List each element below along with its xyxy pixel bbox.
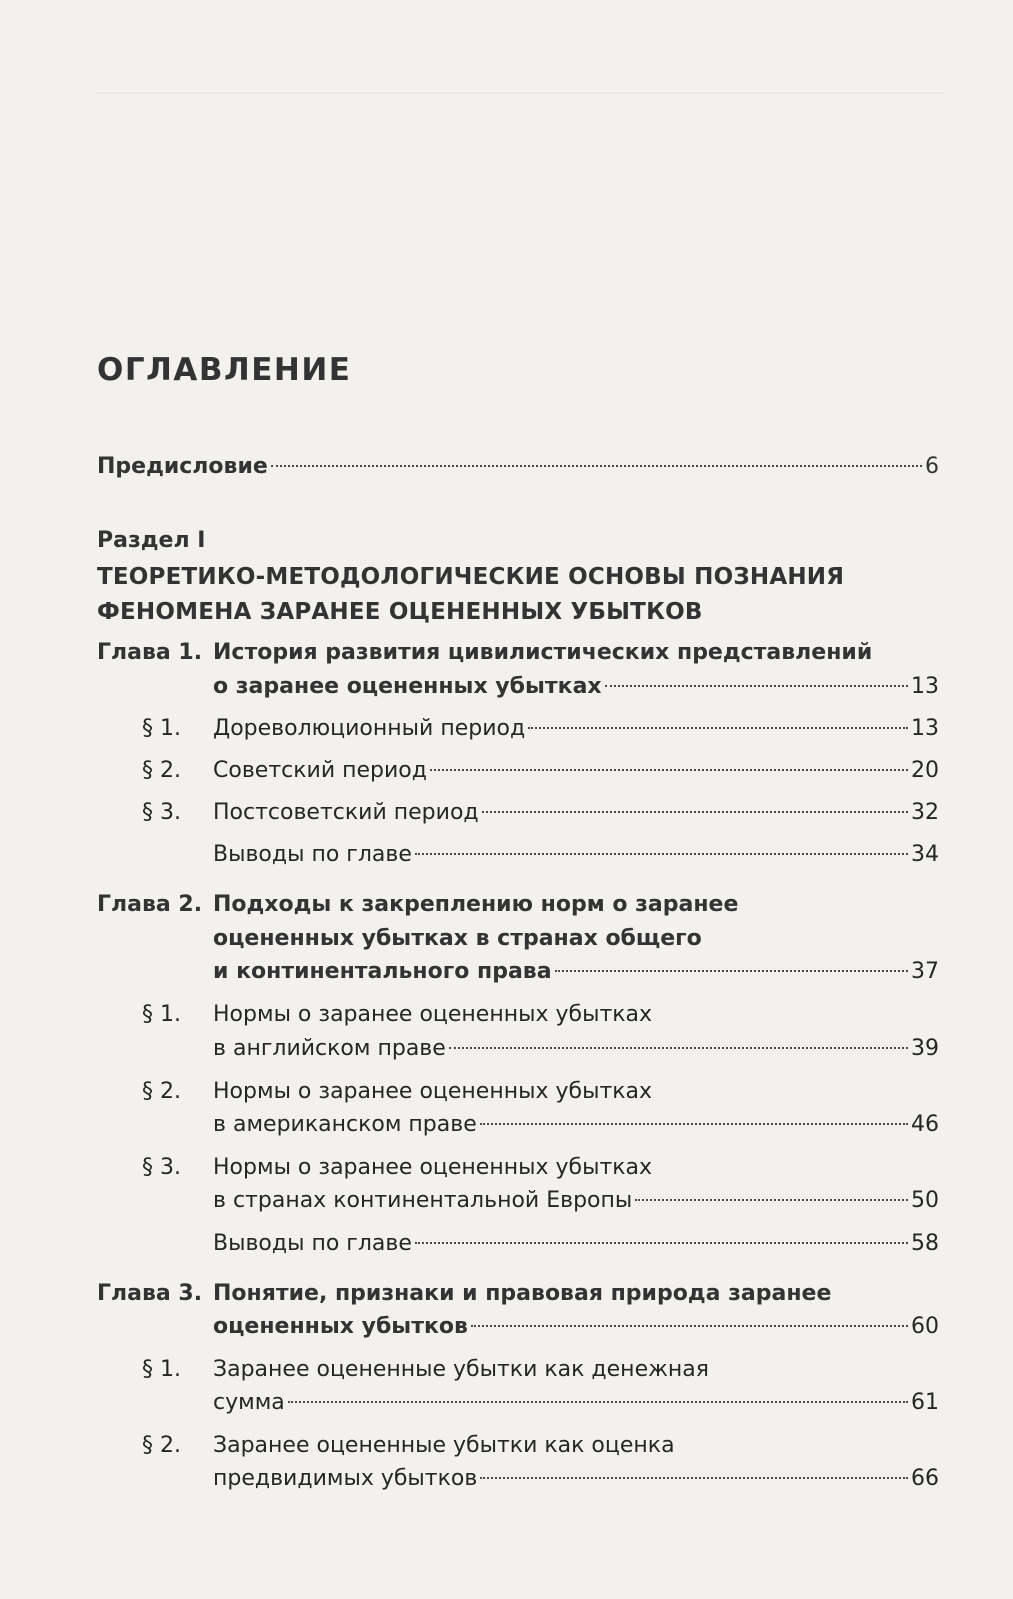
entry-page: 39 bbox=[911, 1036, 939, 1061]
entry-page: 37 bbox=[911, 959, 939, 984]
paragraph-label: § 3. bbox=[142, 1155, 181, 1180]
paragraph-label: § 1. bbox=[142, 1002, 181, 1027]
dot-leader bbox=[415, 853, 908, 855]
entry-title: Выводы по главе bbox=[213, 1231, 412, 1256]
dot-leader bbox=[480, 1123, 908, 1125]
toc-entry bbox=[213, 1186, 939, 1216]
toc-entry bbox=[213, 1034, 939, 1064]
paragraph-label: § 2. bbox=[142, 758, 181, 783]
entry-page: 34 bbox=[911, 842, 939, 867]
entry-title: в странах континентальной Европы bbox=[213, 1188, 633, 1213]
dot-leader bbox=[480, 1477, 908, 1479]
entry-title-line: Нормы о заранее оцененных убытках bbox=[213, 1155, 653, 1180]
section-label: Раздел I bbox=[97, 528, 206, 553]
toc-entry-conclusions bbox=[213, 1229, 939, 1259]
entry-page: 32 bbox=[911, 800, 939, 825]
chapter-title-last bbox=[213, 1312, 939, 1342]
entry-title: в английском праве bbox=[213, 1036, 446, 1061]
dot-leader bbox=[415, 1242, 908, 1244]
paragraph-label: § 1. bbox=[142, 1357, 181, 1382]
entry-title-line: Заранее оцененные убытки как оценка bbox=[213, 1433, 675, 1458]
entry-page: 66 bbox=[911, 1466, 939, 1491]
entry-page: 50 bbox=[911, 1188, 939, 1213]
chapter-title-line: Понятие, признаки и правовая природа заранее bbox=[213, 1281, 832, 1306]
dot-leader bbox=[528, 727, 908, 729]
entry-title: в американском праве bbox=[213, 1112, 477, 1137]
entry-title: и континентального права bbox=[213, 959, 552, 984]
chapter-label: Глава 1. bbox=[97, 640, 203, 665]
dot-leader bbox=[271, 465, 922, 467]
entry-title: Дореволюционный период bbox=[213, 716, 526, 741]
chapter-label: Глава 2. bbox=[97, 892, 203, 917]
chapter-title-line: оцененных убытках в странах общего bbox=[213, 926, 702, 951]
entry-page: 6 bbox=[925, 454, 939, 479]
toc-entry-preface bbox=[97, 452, 939, 482]
toc-entry bbox=[213, 798, 939, 828]
entry-page: 46 bbox=[911, 1112, 939, 1137]
header-rule bbox=[95, 92, 945, 94]
entry-page: 13 bbox=[911, 716, 939, 741]
toc-entry-conclusions bbox=[213, 840, 939, 870]
entry-title: предвидимых убытков bbox=[213, 1466, 478, 1491]
section-title-line: ТЕОРЕТИКО-МЕТОДОЛОГИЧЕСКИЕ ОСНОВЫ ПОЗНАНИЯ bbox=[97, 564, 845, 590]
toc-heading: ОГЛАВЛЕНИЕ bbox=[97, 352, 352, 388]
toc-entry bbox=[213, 756, 939, 786]
entry-title: Предисловие bbox=[97, 454, 268, 479]
paragraph-label: § 3. bbox=[142, 800, 181, 825]
chapter-label: Глава 3. bbox=[97, 1281, 203, 1306]
paragraph-label: § 1. bbox=[142, 716, 181, 741]
entry-title-line: Нормы о заранее оцененных убытках bbox=[213, 1079, 653, 1104]
dot-leader bbox=[471, 1325, 908, 1327]
paragraph-label: § 2. bbox=[142, 1079, 181, 1104]
chapter-title-last bbox=[213, 672, 939, 702]
section-title bbox=[97, 560, 947, 630]
entry-title: Выводы по главе bbox=[213, 842, 412, 867]
entry-title-line: Заранее оцененные убытки как денежная bbox=[213, 1357, 710, 1382]
entry-page: 13 bbox=[911, 674, 939, 699]
entry-title-line: Нормы о заранее оцененных убытках bbox=[213, 1002, 653, 1027]
dot-leader bbox=[555, 970, 908, 972]
chapter-title-line: История развития цивилистических представлений bbox=[213, 640, 873, 665]
entry-page: 61 bbox=[911, 1390, 939, 1415]
toc-entry bbox=[213, 714, 939, 744]
entry-page: 60 bbox=[911, 1314, 939, 1339]
toc-entry bbox=[213, 1110, 939, 1140]
chapter-title-line: Подходы к закреплению норм о заранее bbox=[213, 892, 739, 917]
entry-title: Советский период bbox=[213, 758, 427, 783]
entry-title: о заранее оцененных убытках bbox=[213, 674, 602, 699]
section-title-line: ФЕНОМЕНА ЗАРАНЕЕ ОЦЕНЕННЫХ УБЫТКОВ bbox=[97, 599, 703, 625]
dot-leader bbox=[449, 1047, 908, 1049]
dot-leader bbox=[635, 1199, 908, 1201]
toc-entry bbox=[213, 1388, 939, 1418]
entry-title: оцененных убытков bbox=[213, 1314, 468, 1339]
dot-leader bbox=[482, 811, 908, 813]
entry-page: 58 bbox=[911, 1231, 939, 1256]
paragraph-label: § 2. bbox=[142, 1433, 181, 1458]
chapter-title-last bbox=[213, 957, 939, 987]
entry-page: 20 bbox=[911, 758, 939, 783]
entry-title: сумма bbox=[213, 1390, 285, 1415]
dot-leader bbox=[430, 769, 908, 771]
toc-entry bbox=[213, 1464, 939, 1494]
dot-leader bbox=[288, 1401, 908, 1403]
dot-leader bbox=[605, 685, 908, 687]
entry-title: Постсоветский период bbox=[213, 800, 479, 825]
